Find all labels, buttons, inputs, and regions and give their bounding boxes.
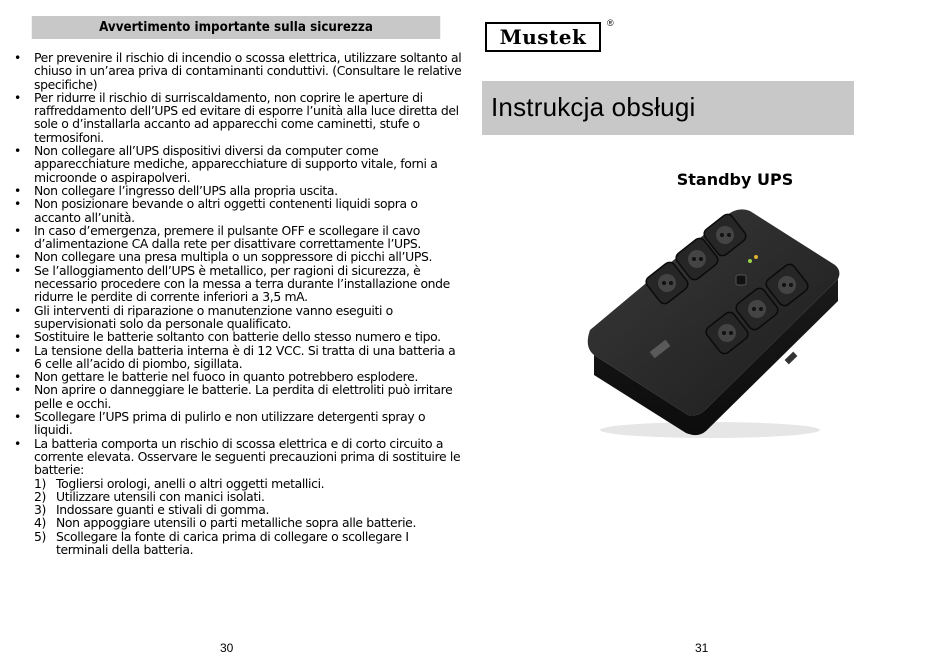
bullet-text: Non aprire o danneggiare le batterie. La perdita di elettroliti può irritare pelle e occhi.: [34, 382, 453, 411]
precaution-text: Togliersi orologi, anelli o altri oggetti metallici.: [56, 475, 325, 491]
precaution-number: 4): [34, 515, 47, 531]
product-title: Standby UPS: [676, 170, 794, 189]
bullet-item: [14, 224, 464, 251]
mustek-logo: [485, 22, 601, 52]
precaution-number: 3): [34, 502, 47, 518]
bullet-item: [14, 91, 464, 144]
bullet-text: In caso d’emergenza, premere il pulsante OFF e scollegare il cavo d’alimentazione CA dalla rete per disattivare correttamente l’UPS.: [34, 222, 421, 252]
bullet-marker: •: [14, 143, 21, 159]
bullet-marker: •: [14, 329, 21, 345]
precaution-number: 2): [34, 488, 47, 504]
bullet-marker: •: [14, 89, 21, 105]
precaution-text: Scollegare la fonte di carica prima di collegare o scollegare I terminali della batteria.: [56, 528, 409, 557]
manual-title: Instrukcja obsługi: [491, 92, 696, 122]
bullet-marker: •: [14, 196, 21, 212]
logo-text: Mustek: [499, 25, 587, 49]
precautions-list: [14, 477, 464, 557]
precaution-item: [34, 503, 464, 516]
bullet-text: Gli interventi di riparazione o manutenzione vanno eseguiti o supervisionati solo da personale qualificato.: [34, 302, 393, 331]
bullet-item: [14, 410, 464, 437]
precaution-number: 5): [34, 528, 47, 544]
precaution-text: Utilizzare utensili con manici isolati.: [56, 488, 265, 504]
bullet-text: Non collegare l’ingresso dell’UPS alla propria uscita.: [34, 182, 338, 198]
safety-header: Avvertimento importante sulla sicurezza: [32, 16, 440, 39]
ups-device-icon: [580, 205, 850, 445]
ups-device-illustration: [580, 205, 850, 445]
safety-bullet-list: [14, 51, 464, 556]
bullet-item: [14, 304, 464, 331]
bullet-marker: •: [14, 302, 21, 318]
precaution-number: 1): [34, 475, 47, 491]
precaution-item: [34, 477, 464, 490]
bullet-item: [14, 144, 464, 184]
bullet-item: [14, 437, 464, 477]
bullet-text: Non collegare all’UPS dispositivi diversi da computer come apparecchiature mediche, apparecchiature di supporto vitale, forni a microonde o aspirapolveri.: [34, 143, 438, 185]
bullet-marker: •: [14, 50, 21, 65]
bullet-marker: •: [14, 369, 21, 385]
precaution-item: [34, 530, 464, 557]
precaution-text: Indossare guanti e stivali di gomma.: [56, 502, 270, 518]
precaution-item: [34, 490, 464, 503]
bullet-text: Scollegare l’UPS prima di pulirlo e non utilizzare detergenti spray o liquidi.: [34, 409, 426, 438]
bullet-marker: •: [14, 382, 21, 398]
bullet-item: [14, 264, 464, 304]
bullet-text: Per prevenire il rischio di incendio o scossa elettrica, utilizzare soltanto al chiuso in un’area priva di contaminanti conduttivi. (Consultare le relative specifiche): [34, 50, 462, 92]
bullet-item: [14, 370, 464, 383]
bullet-marker: •: [14, 342, 21, 358]
bullet-item: [14, 184, 464, 197]
bullet-text: Non gettare le batterie nel fuoco in quanto potrebbero esplodere.: [34, 369, 419, 385]
precaution-text: Non appoggiare utensili o parti metalliche sopra alle batterie.: [56, 515, 417, 531]
bullet-text: Non posizionare bevande o altri oggetti contenenti liquidi sopra o accanto all’unità.: [34, 196, 418, 225]
bullet-item: [14, 383, 464, 410]
bullet-marker: •: [14, 435, 21, 451]
bullet-item: [14, 197, 464, 224]
bullet-item: [14, 330, 464, 343]
page-number-left: 30: [220, 641, 234, 655]
registered-mark: ®: [607, 18, 614, 28]
title-band: [482, 81, 854, 135]
bullet-marker: •: [14, 409, 21, 425]
bullet-item: [14, 344, 464, 371]
bullet-text: Non collegare una presa multipla o un soppressore di picchi all’UPS.: [34, 249, 433, 265]
bullet-item: [14, 51, 464, 91]
right-page: [475, 0, 950, 655]
bullet-text: La batteria comporta un rischio di scossa elettrica e di corto circuito a corrente elevata. Osservare le seguenti precauzioni prima di sostituire le batterie:: [34, 435, 461, 478]
bullet-marker: •: [14, 222, 21, 238]
bullet-text: La tensione della batteria interna è di 12 VCC. Si tratta di una batteria a 6 celle all’acido di piombo, sigillata.: [34, 342, 456, 371]
bullet-text: Sostituire le batterie soltanto con batterie dello stesso numero e tipo.: [34, 329, 441, 345]
page-number-right: 31: [695, 641, 709, 655]
bullet-marker: •: [14, 182, 21, 198]
bullet-marker: •: [14, 249, 21, 265]
precaution-item: [34, 516, 464, 529]
bullet-text: Per ridurre il rischio di surriscaldamento, non coprire le aperture di raffreddamento dell’UPS ed evitare di esporre l’unità alla luce diretta del sole o d’installarla accanto ad apparecchi come caminetti, stufe o termosifoni.: [34, 89, 459, 145]
bullet-item: [14, 250, 464, 263]
bullet-text: Se l’alloggiamento dell’UPS è metallico, per ragioni di sicurezza, è necessario procedere con la messa a terra durante l’installazione onde ridurre le perdite di corrente inferiori a 3,5 mA.: [34, 262, 450, 305]
bullet-marker: •: [14, 262, 21, 278]
